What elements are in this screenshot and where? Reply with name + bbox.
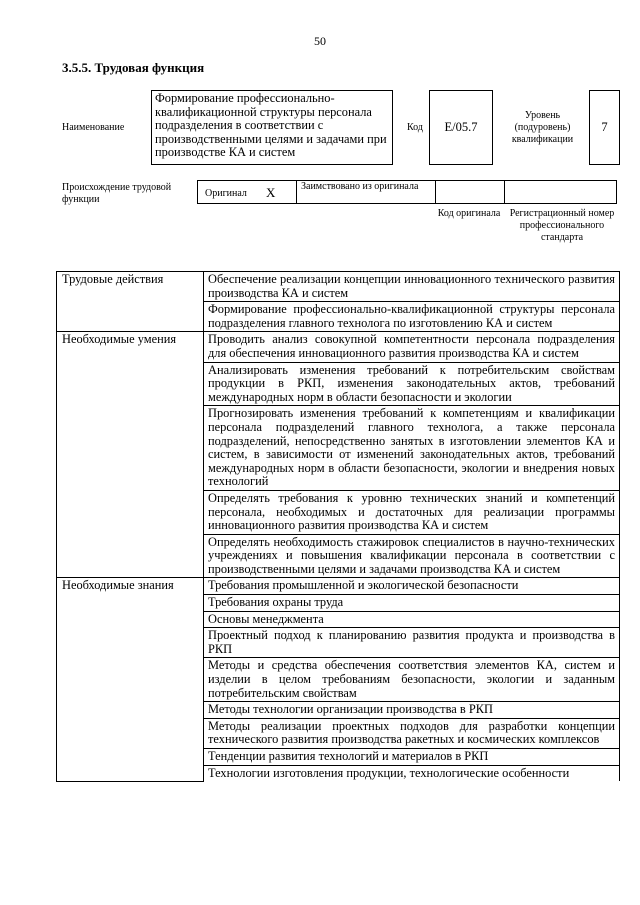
borrowed-label: Заимствовано из оригинала	[301, 181, 419, 192]
name-label: Наименование	[62, 122, 125, 133]
original-label: Оригинал	[205, 188, 247, 199]
table-cell: Обеспечение реализации концепции инновационного технического развития производства КА и систем	[204, 272, 620, 302]
level-value: 7	[589, 90, 620, 165]
origin-row	[197, 180, 617, 204]
function-details-table	[56, 271, 620, 782]
table-cell: Проектный подход к планированию развития продукта и производства в РКП	[204, 628, 620, 658]
page-number: 50	[314, 34, 326, 48]
table-cell: Методы технологии организации производства в РКП	[204, 702, 620, 719]
code-original-label: Код оригинала	[437, 208, 501, 219]
table-cell: Требования промышленной и экологической безопасности	[204, 578, 620, 595]
table-row	[57, 332, 620, 362]
level-label: Уровень (подуровень) квалификации	[511, 110, 574, 145]
section-title-cell: Необходимые умения	[57, 332, 204, 578]
table-cell: Технологии изготовления продукции, технологические особенности	[204, 765, 620, 781]
table-cell: Требования охраны труда	[204, 595, 620, 612]
table-cell: Тенденции развития технологий и материалов в РКП	[204, 749, 620, 766]
table-cell: Прогнозировать изменения требований к компетенциям и квалификации персонала подразделений главного технолога, а также персонала подразделений, непосредственно занятых в изготовлении элементов КА и систем, в зависимости от изменений законодательных актов, требований международных норм в области безопасности, экологии и внедрения новых технологий	[204, 406, 620, 491]
table-row	[57, 578, 620, 595]
table-row	[57, 272, 620, 302]
table-cell: Проводить анализ совокупной компетентности персонала подразделения для обеспечения инновационного развития производства КА и систем	[204, 332, 620, 362]
table-cell: Определять необходимость стажировок специалистов в научно-технических учреждениях и повышения квалификации персонала в соответствии с производственными целями и задачами производства КА и систем	[204, 534, 620, 578]
original-mark: X	[266, 185, 276, 200]
table-cell: Анализировать изменения требований к потребительским свойствам продукции в РКП, изменения законодательных актов, требований международных норм в области безопасности и экологии	[204, 362, 620, 406]
table-cell: Формирование профессионально-квалификационной структуры персонала подразделения главного технолога по изготовлению КА и систем	[204, 302, 620, 332]
table-cell: Основы менеджмента	[204, 611, 620, 628]
code-label: Код	[407, 122, 423, 133]
section-title: 3.5.5. Трудовая функция	[62, 60, 205, 75]
original-cell	[198, 181, 297, 203]
code-value: E/05.7	[429, 90, 493, 165]
reg-number-label: Регистрационный номер профессионального стандарта	[509, 208, 615, 243]
origin-label: Происхождение трудовой функции	[62, 182, 172, 205]
borrowed-cell	[296, 181, 436, 203]
table-cell: Методы и средства обеспечения соответствия элементов КА, систем и изделии в целом требованиям безопасности, экологии и заданным потребительским свойствам	[204, 658, 620, 702]
code-original-cell	[435, 181, 505, 203]
table-cell: Методы реализации проектных подходов для разработки концепции технического развития производства ракетных и космических комплексов	[204, 718, 620, 748]
section-title-cell: Трудовые действия	[57, 272, 204, 332]
section-title-cell: Необходимые знания	[57, 578, 204, 781]
reg-number-cell	[504, 181, 616, 203]
name-value: Формирование профессионально-квалификационной структуры персонала подразделения в соответствии с производственными целями и задачами при производстве КА и систем	[151, 90, 393, 165]
table-cell: Определять требования к уровню технических знаний и компетенций персонала, необходимых и достаточных для реализации программы инновационного развития производства КА и систем	[204, 490, 620, 534]
